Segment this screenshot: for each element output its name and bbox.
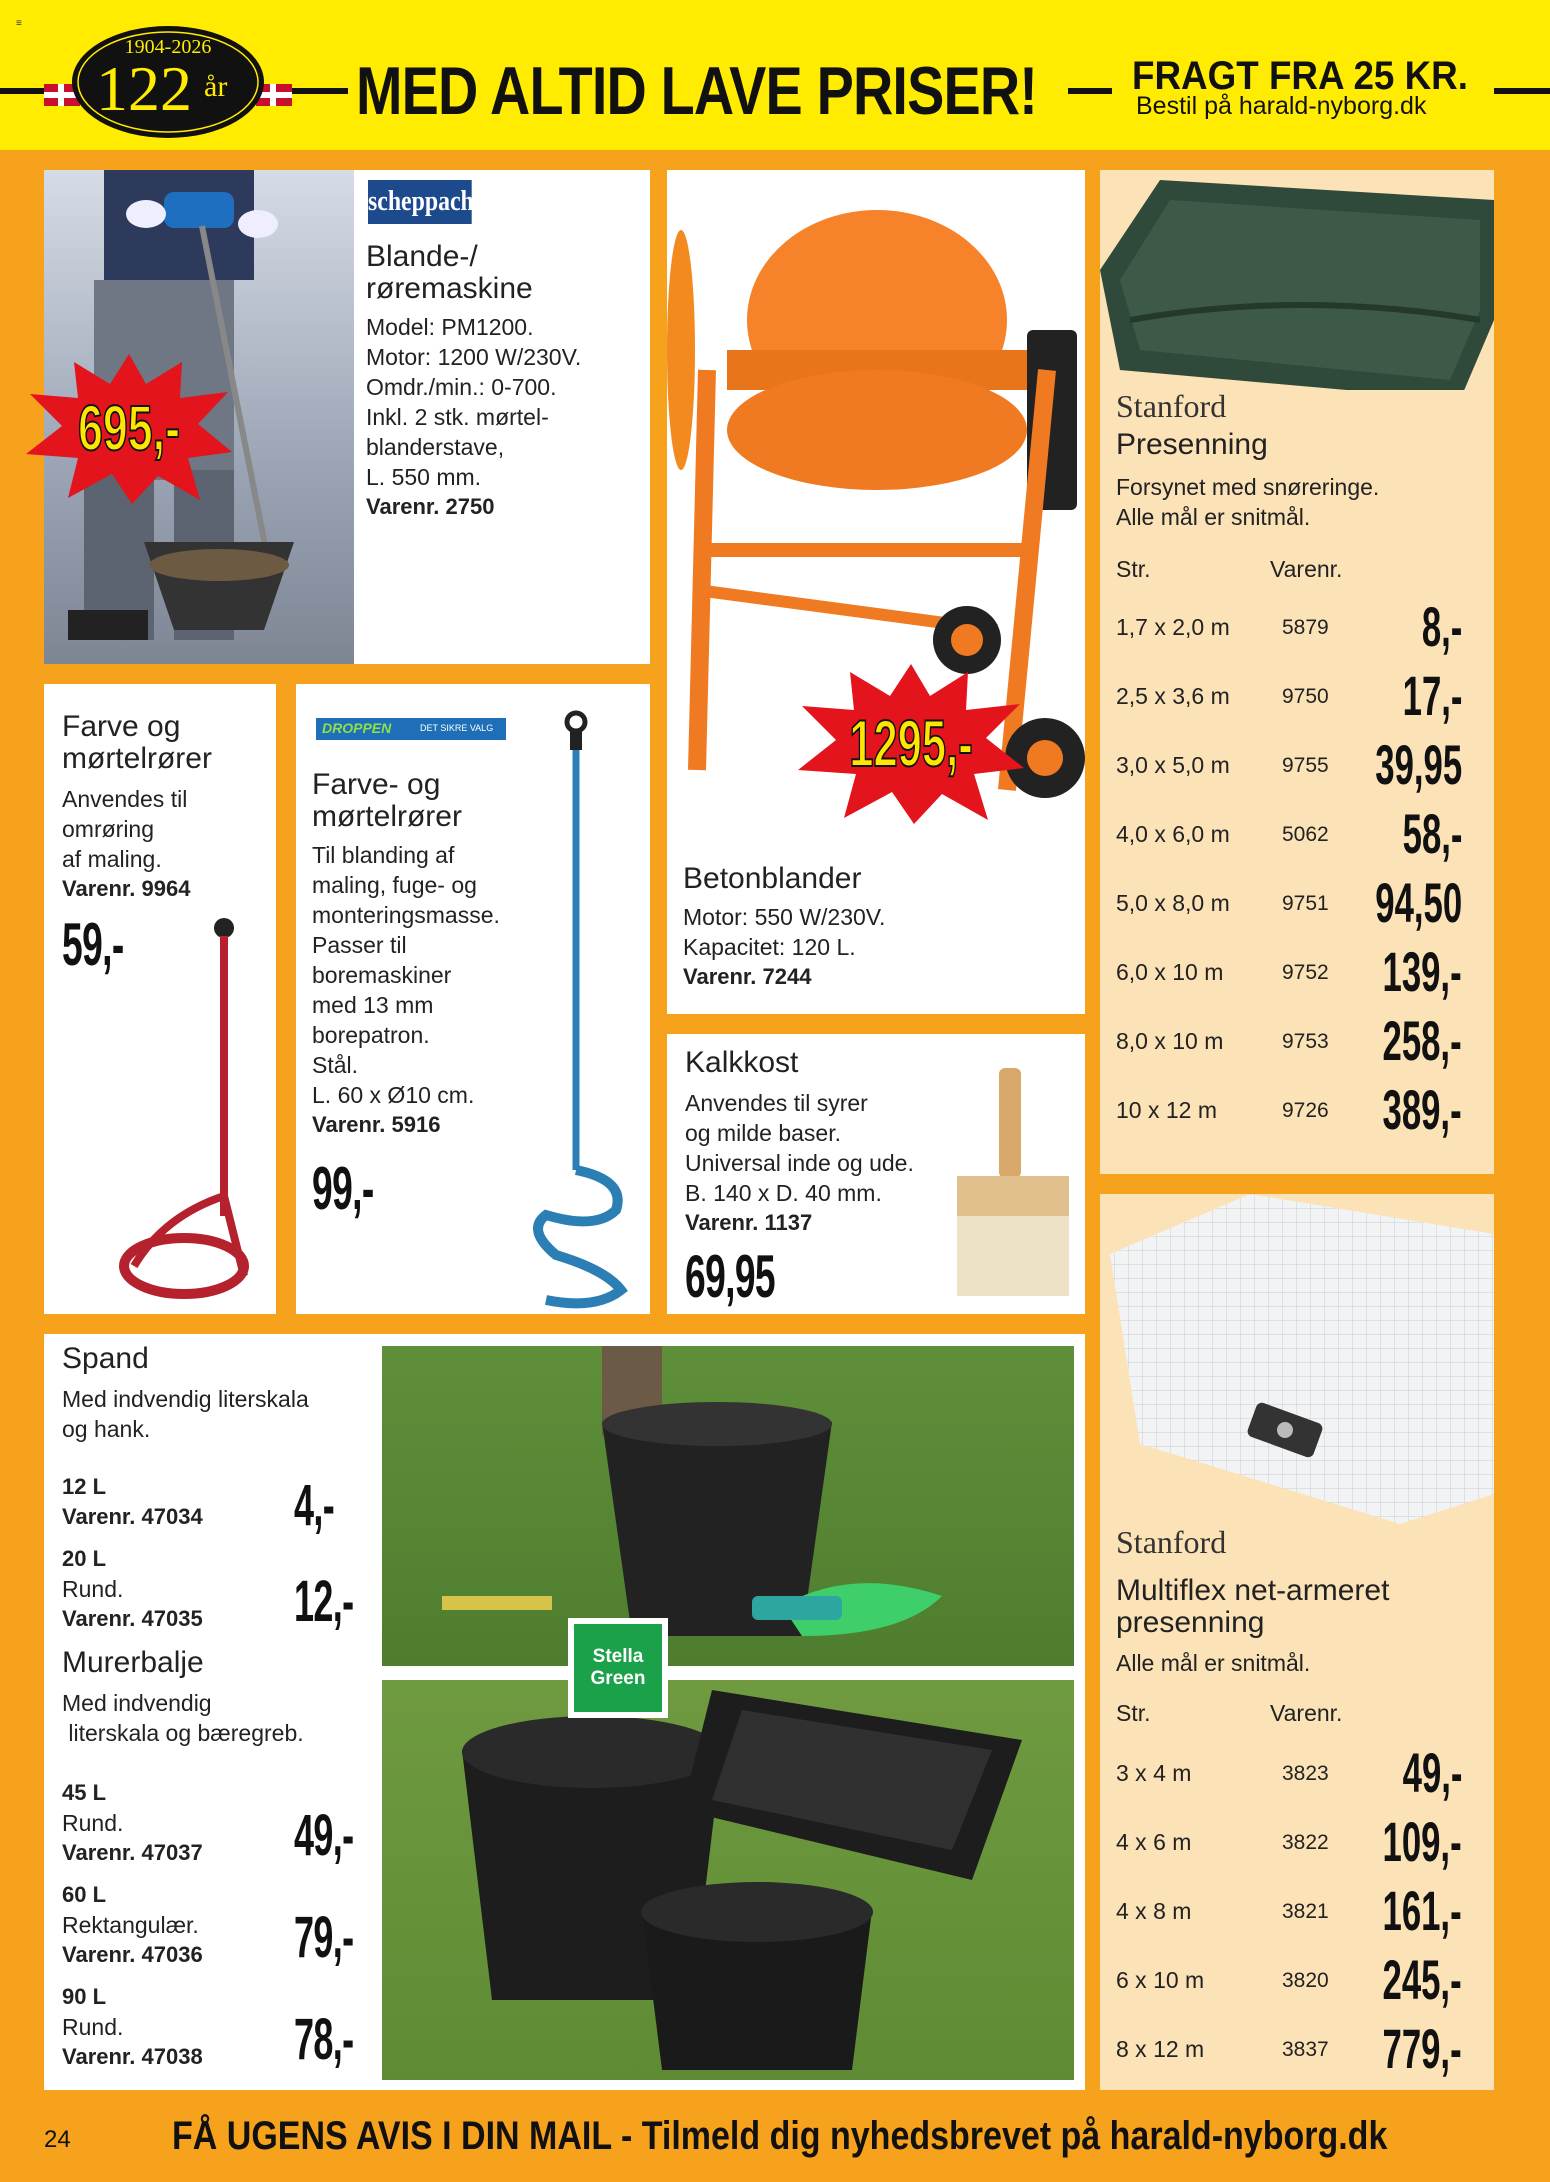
mixer-price: 695,- [77, 392, 181, 464]
stirrer-blue-varenr: Varenr. 5916 [312, 1112, 441, 1137]
table-row [1100, 1002, 1480, 1071]
brush-title: Kalkkost [685, 1046, 799, 1079]
stirrer-blue-desc-line: L. 60 x Ø10 cm. [312, 1082, 475, 1108]
mixer-spec-line: L. 550 mm. [366, 464, 482, 490]
mortar-tub-desc: Rund. [62, 2014, 124, 2040]
brush-desc-line: og milde baser. [685, 1120, 841, 1146]
brush-price: 69,95 [685, 1243, 775, 1310]
row-price: 161,- [1382, 1879, 1462, 1942]
product-tarp [1100, 170, 1494, 1174]
mixer-varenr: Varenr. 2750 [366, 494, 495, 519]
footer-newsletter[interactable]: FÅ UGENS AVIS I DIN MAIL - Tilmeld dig nyhedsbrevet på harald-nyborg.dk [172, 2114, 1388, 2158]
row-size: 4 x 6 m [1116, 1829, 1192, 1855]
row-nr: 3821 [1282, 1900, 1329, 1923]
row-size: 8,0 x 10 m [1116, 1028, 1224, 1054]
row-nr: 5879 [1282, 616, 1329, 639]
stirrer-red-desc-line: af maling. [62, 846, 162, 872]
tarp-desc-line: Alle mål er snitmål. [1116, 504, 1311, 530]
header-title: MED ALTID LAVE PRISER! [356, 53, 1038, 129]
row-nr: 3822 [1282, 1831, 1329, 1854]
row-price: 109,- [1382, 1810, 1462, 1873]
brush-varenr: Varenr. 1137 [685, 1210, 813, 1235]
cement-mixer-title: Betonblander [683, 862, 862, 895]
stirrer-blue-desc-line: monteringsmasse. [312, 902, 500, 928]
product-net-tarp [1100, 1194, 1494, 2090]
bucket-price: 12,- [294, 1569, 354, 1634]
product-stirrer-blue [296, 684, 650, 1314]
stirrer-red-title-2: mørtelrører [62, 742, 212, 775]
row-nr: 9726 [1282, 1099, 1329, 1122]
row-nr: 5062 [1282, 823, 1329, 846]
stirrer-blue-desc-line: Stål. [312, 1052, 359, 1078]
brush-desc-line: Universal inde og ude. [685, 1150, 914, 1176]
stirrer-red-price: 59,- [62, 911, 124, 978]
stella-green-line-2: Green [590, 1668, 646, 1689]
stirrer-blue-desc [312, 840, 500, 1140]
product-stirrer-red [44, 684, 276, 1314]
mortar-tub-item-60l [62, 1880, 382, 1970]
row-price: 779,- [1382, 2017, 1462, 2080]
row-price: 139,- [1382, 940, 1462, 1003]
row-nr: 9755 [1282, 754, 1329, 777]
tarp-title: Presenning [1116, 428, 1268, 461]
net-tarp-col-nr: Varenr. [1270, 1700, 1343, 1726]
table-row [1100, 1872, 1480, 1941]
product-brush [667, 1034, 1085, 1314]
table-row [1100, 1803, 1480, 1872]
row-nr: 9751 [1282, 892, 1329, 915]
tarp-desc [1116, 472, 1379, 532]
mixer-title-1: Blande-/ [366, 240, 478, 273]
cement-mixer-price-burst [796, 664, 1026, 824]
mixer-title-2: røremaskine [366, 272, 533, 305]
droppen-brand: DROPPEN [322, 720, 392, 736]
stirrer-blue-desc-line: boremaskiner [312, 962, 452, 988]
row-price: 258,- [1382, 1009, 1462, 1072]
row-nr: 9750 [1282, 685, 1329, 708]
row-size: 2,5 x 3,6 m [1116, 683, 1230, 709]
stirrer-blue-desc-line: borepatron. [312, 1022, 430, 1048]
bucket-size: 12 L [62, 1474, 107, 1499]
row-price: 245,- [1382, 1948, 1462, 2011]
brush-desc-line: Anvendes til syrer [685, 1090, 868, 1116]
stirrer-red-image [114, 916, 264, 1306]
stella-green-badge [568, 1618, 668, 1718]
stirrer-blue-price: 99,- [312, 1155, 374, 1222]
row-price: 49,- [1402, 1741, 1462, 1804]
bucket-item-20l [62, 1544, 382, 1634]
bucket-desc-line: Med indvendig literskala [62, 1386, 309, 1412]
mortar-tub-desc: Rektangulær. [62, 1912, 199, 1938]
row-price: 389,- [1382, 1078, 1462, 1141]
table-row [1100, 588, 1480, 657]
table-row [1100, 795, 1480, 864]
net-tarp-title-1: Multiflex net-armeret [1116, 1574, 1390, 1607]
row-price: 8,- [1421, 595, 1462, 658]
brush-desc-line: B. 140 x D. 40 mm. [685, 1180, 882, 1206]
badge-suffix: år [204, 70, 228, 103]
brush-desc [685, 1088, 914, 1238]
table-row [1100, 657, 1480, 726]
mortar-tub-desc [62, 1688, 304, 1748]
bucket-item-12l [62, 1472, 382, 1538]
tarp-desc-line: Forsynet med snøreringe. [1116, 474, 1380, 500]
bucket-photo [382, 1346, 1074, 1666]
table-row [1100, 1941, 1480, 2010]
anniversary-badge [44, 22, 294, 142]
mortar-tub-size: 60 L [62, 1882, 107, 1907]
product-cement-mixer [667, 170, 1085, 1014]
header-rule-right [1068, 88, 1112, 94]
page-header [0, 0, 1550, 150]
row-size: 6 x 10 m [1116, 1967, 1205, 1993]
row-nr: 9752 [1282, 961, 1329, 984]
row-size: 10 x 12 m [1116, 1097, 1217, 1123]
table-row [1100, 864, 1480, 933]
bucket-desc: Rund. [62, 1576, 124, 1602]
brush-image [947, 1068, 1077, 1308]
tarp-photo [1100, 170, 1494, 390]
table-row [1100, 726, 1480, 795]
cement-mixer-specs [683, 902, 885, 992]
mixer-spec-line: blanderstave, [366, 434, 505, 460]
mortar-tub-desc-line: Med indvendig [62, 1690, 212, 1716]
row-size: 5,0 x 8,0 m [1116, 890, 1230, 916]
row-price: 58,- [1402, 802, 1462, 865]
row-size: 3 x 4 m [1116, 1760, 1192, 1786]
row-size: 1,7 x 2,0 m [1116, 614, 1230, 640]
row-size: 8 x 12 m [1116, 2036, 1205, 2062]
mixer-spec-line: Inkl. 2 stk. mørtel- [366, 404, 549, 430]
header-rule-mid [286, 88, 348, 94]
cement-mixer-varenr: Varenr. 7244 [683, 964, 812, 989]
mortar-tub-price: 49,- [294, 1803, 354, 1868]
droppen-tag: DET SIKRE VALG [420, 723, 494, 733]
table-row [1100, 933, 1480, 1002]
mortar-tub-varenr: Varenr. 47038 [62, 2044, 203, 2069]
row-nr: 9753 [1282, 1030, 1329, 1053]
brand-logo-scheppach: scheppach [368, 180, 472, 224]
header-order-link[interactable]: Bestil på harald-nyborg.dk [1136, 92, 1427, 120]
row-size: 3,0 x 5,0 m [1116, 752, 1230, 778]
stirrer-red-desc-line: Anvendes til [62, 786, 188, 812]
mortar-tub-size: 90 L [62, 1984, 107, 2009]
stirrer-red-desc [62, 784, 190, 904]
stirrer-red-title-1: Farve og [62, 710, 181, 743]
table-row [1100, 1071, 1480, 1140]
bucket-price: 4,- [294, 1473, 335, 1538]
tarp-col-nr: Varenr. [1270, 556, 1343, 582]
stella-green-line-1: Stella [592, 1646, 644, 1667]
stirrer-red-varenr: Varenr. 9964 [62, 876, 191, 901]
bucket-desc-line: og hank. [62, 1416, 151, 1442]
product-buckets [44, 1334, 1085, 2090]
bucket-size: 20 L [62, 1546, 107, 1571]
row-price: 39,95 [1375, 733, 1462, 796]
tarp-col-size: Str. [1116, 556, 1151, 582]
badge-years: 1904-2026 [124, 36, 212, 58]
stirrer-blue-desc-line: Passer til [312, 932, 407, 958]
net-tarp-photo [1100, 1194, 1494, 1524]
stirrer-blue-image [526, 710, 636, 1310]
mortar-tub-price: 78,- [294, 2007, 354, 2072]
bucket-title: Spand [62, 1342, 149, 1375]
header-freight: FRAGT FRA 25 KR. [1132, 54, 1468, 98]
net-tarp-desc: Alle mål er snitmål. [1116, 1650, 1311, 1676]
net-tarp-brand: Stanford [1116, 1524, 1227, 1560]
page-number: 24 [44, 2126, 71, 2153]
mortar-tub-varenr: Varenr. 47036 [62, 1942, 203, 1967]
mortar-tub-item-45l [62, 1778, 382, 1868]
mortar-tub-varenr: Varenr. 47037 [62, 1840, 203, 1865]
header-rule-end [1494, 88, 1550, 94]
mortar-tub-item-90l [62, 1982, 382, 2072]
bucket-varenr: Varenr. 47034 [62, 1504, 203, 1529]
tarp-brand: Stanford [1116, 388, 1227, 424]
stirrer-blue-title-1: Farve- og [312, 768, 441, 801]
mortar-tub-title: Murerbalje [62, 1646, 204, 1679]
row-nr: 3823 [1282, 1762, 1329, 1785]
cement-mixer-spec-line: Motor: 550 W/230V. [683, 904, 886, 930]
mixer-price-burst [24, 354, 234, 504]
table-row [1100, 2010, 1480, 2079]
mortar-tub-photo [382, 1680, 1074, 2080]
net-tarp-title-2: presenning [1116, 1606, 1265, 1639]
row-size: 4 x 8 m [1116, 1898, 1192, 1924]
stirrer-red-desc-line: omrøring [62, 816, 155, 842]
stirrer-blue-desc-line: med 13 mm [312, 992, 434, 1018]
stirrer-blue-desc-line: Til blanding af [312, 842, 455, 868]
row-price: 17,- [1402, 664, 1462, 727]
row-size: 4,0 x 6,0 m [1116, 821, 1230, 847]
row-nr: 3837 [1282, 2038, 1329, 2061]
mixer-spec-line: Motor: 1200 W/230V. [366, 344, 582, 370]
stirrer-blue-desc-line: maling, fuge- og [312, 872, 477, 898]
mixer-specs [366, 312, 581, 522]
stirrer-blue-title-2: mørtelrører [312, 800, 462, 833]
tiny-mark: ≡ [16, 18, 22, 29]
cement-mixer-spec-line: Kapacitet: 120 L. [683, 934, 856, 960]
bucket-varenr: Varenr. 47035 [62, 1606, 203, 1631]
row-nr: 3820 [1282, 1969, 1329, 1992]
mortar-tub-size: 45 L [62, 1780, 107, 1805]
mixer-spec-line: Model: PM1200. [366, 314, 534, 340]
table-row [1100, 1734, 1480, 1803]
net-tarp-col-size: Str. [1116, 1700, 1151, 1726]
mortar-tub-desc: Rund. [62, 1810, 124, 1836]
mortar-tub-desc-line: literskala og bæregreb. [62, 1720, 304, 1746]
row-price: 94,50 [1375, 871, 1462, 934]
brand-logo-droppen [316, 718, 506, 740]
cement-mixer-price: 1295,- [849, 705, 973, 781]
row-size: 6,0 x 10 m [1116, 959, 1224, 985]
mortar-tub-price: 79,- [294, 1905, 354, 1970]
bucket-desc [62, 1384, 309, 1444]
mixer-spec-line: Omdr./min.: 0-700. [366, 374, 557, 400]
badge-age: 122 [96, 53, 192, 124]
